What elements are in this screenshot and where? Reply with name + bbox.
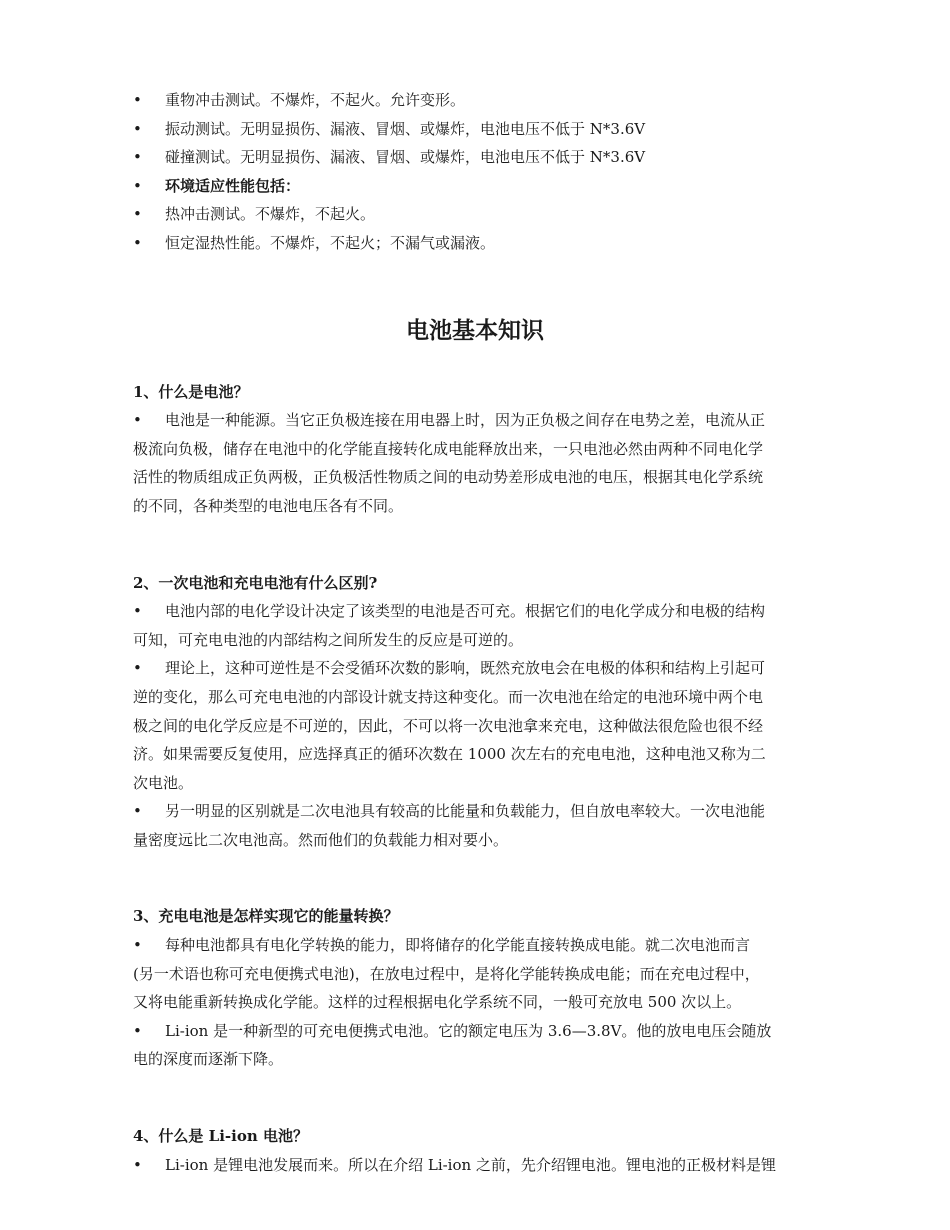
- bullet-symbol: •: [133, 659, 142, 678]
- bullet-symbol: •: [133, 148, 142, 167]
- bullet-paragraph: [133, 1151, 818, 1180]
- bullet-item: [133, 200, 818, 229]
- bullet-item: [133, 229, 818, 258]
- page-title: 电池基本知识: [406, 316, 544, 344]
- line-text: 活性的物质组成正负两极，正负极活性物质之间的电动势差形成电池的电压，根据其电化学系统: [133, 468, 764, 487]
- section-heading: 4、什么是 Li-ion 电池？: [133, 1127, 308, 1146]
- line-text: 极流向负极，储存在电池中的化学能直接转化成电能释放出来，一只电池必然由两种不同电化学: [133, 439, 764, 458]
- line-text: 逆的变化，那么可充电电池的内部设计就支持这种变化。而一次电池在给定的电池环境中两个电: [133, 687, 764, 706]
- paragraph-line: [133, 597, 818, 626]
- paragraph-line: [133, 797, 818, 826]
- bullet-symbol: •: [133, 91, 142, 109]
- line-text: 极之间的电化学反应是不可逆的，因此，不可以将一次电池拿来充电，这种做法很危险也很不经: [133, 716, 764, 735]
- paragraph-line: [133, 769, 818, 798]
- bullet-item: [133, 143, 818, 172]
- section-spacer: [133, 854, 818, 882]
- line-text: 理论上，这种可逆性是不会受循环次数的影响，既然充放电会在电极的体积和结构上引起可: [165, 659, 766, 678]
- bullet-paragraph: [133, 1017, 818, 1074]
- bullet-paragraph: [133, 654, 818, 797]
- bullet-symbol: •: [133, 1021, 142, 1040]
- line-text: 电池内部的电化学设计决定了该类型的电池是否可充。根据它们的电化学成分和电极的结构: [165, 602, 766, 621]
- line-text: 每种电池都具有电化学转换的能力，即将储存的化学能直接转换成电能。就二次电池而言: [165, 936, 751, 955]
- paragraph-line: [133, 463, 818, 492]
- line-text: 电的深度而逐渐下降。: [133, 1050, 284, 1069]
- bullet-symbol: •: [133, 411, 142, 430]
- bullet-symbol: •: [133, 119, 142, 138]
- section: [133, 902, 818, 1102]
- bullet-paragraph: [133, 597, 818, 654]
- bullet-text: 重物冲击测试。不爆炸，不起火。允许变形。: [165, 91, 466, 109]
- section: [133, 378, 818, 549]
- bullet-symbol: •: [133, 602, 142, 621]
- line-text: Li-ion 是一种新型的可充电便携式电池。它的额定电压为 3.6—3.8V。他的放电电压会随放: [165, 1021, 772, 1040]
- line-text: 可知，可充电电池的内部结构之间所发生的反应是可逆的。: [133, 630, 524, 649]
- paragraph-line: [133, 960, 818, 989]
- paragraph-line: [133, 683, 818, 712]
- section-spacer: [133, 521, 818, 549]
- bullet-item: [133, 115, 818, 144]
- line-text: 量密度远比二次电池高。然而他们的负载能力相对要小。: [133, 830, 509, 849]
- bullet-symbol: •: [133, 802, 142, 821]
- document-body: [133, 86, 818, 1179]
- bullet-text: 碰撞测试。无明显损伤、漏液、冒烟、或爆炸，电池电压不低于 N*3.6V: [165, 148, 646, 167]
- paragraph-line: [133, 988, 818, 1017]
- bullet-symbol: •: [133, 233, 142, 252]
- line-text: 济。如果需要反复使用，应选择真正的循环次数在 1000 次左右的充电电池，这种电池又称为二: [133, 745, 766, 764]
- bullet-item: [133, 86, 818, 115]
- bullet-item: [133, 172, 818, 201]
- section-spacer: [133, 1074, 818, 1102]
- line-text: 的不同，各种类型的电池电压各有不同。: [133, 496, 404, 515]
- line-text: 次电池。: [133, 773, 194, 792]
- paragraph-line: [133, 1017, 818, 1046]
- section-heading: 2、一次电池和充电电池有什么区别?: [133, 573, 378, 592]
- paragraph-line: [133, 931, 818, 960]
- paragraph-line: [133, 740, 818, 769]
- bullet-text: 振动测试。无明显损伤、漏液、冒烟、或爆炸，电池电压不低于 N*3.6V: [165, 119, 646, 138]
- intro-bullet-list: [133, 86, 818, 258]
- bullet-symbol: •: [133, 176, 142, 195]
- bullet-paragraph: [133, 797, 818, 854]
- section-heading: 1、什么是电池？: [133, 382, 249, 401]
- section: [133, 1122, 818, 1179]
- bullet-text: 热冲击测试。不爆炸，不起火。: [165, 205, 376, 224]
- paragraph-line: [133, 712, 818, 741]
- paragraph-line: [133, 1045, 818, 1074]
- line-text: Li-ion 是锂电池发展而来。所以在介绍 Li-ion 之前，先介绍锂电池。锂电池的正极材料是锂: [165, 1155, 776, 1174]
- section: [133, 569, 818, 883]
- paragraph-line: [133, 654, 818, 683]
- paragraph-line: [133, 435, 818, 464]
- paragraph-line: [133, 1151, 818, 1180]
- bullet-symbol: •: [133, 205, 142, 224]
- bullet-paragraph: [133, 406, 818, 520]
- line-text: 又将电能重新转换成化学能。这样的过程根据电化学系统不同，一般可充放电 500 次以上。: [133, 993, 742, 1012]
- bullet-text: 环境适应性能包括：: [165, 176, 301, 195]
- bullet-symbol: •: [133, 1155, 142, 1174]
- bullet-symbol: •: [133, 936, 142, 955]
- line-text: 另一明显的区别就是二次电池具有较高的比能量和负载能力，但自放电率较大。一次电池能: [165, 802, 766, 821]
- bullet-text: 恒定湿热性能。不爆炸，不起火；不漏气或漏液。: [165, 233, 496, 252]
- paragraph-line: [133, 826, 818, 855]
- bullet-paragraph: [133, 931, 818, 1017]
- paragraph-line: [133, 492, 818, 521]
- paragraph-line: [133, 406, 818, 435]
- line-text: (另一术语也称可充电便携式电池)，在放电过程中，是将化学能转换成电能；而在充电过程中，: [133, 964, 760, 983]
- section-heading: 3、充电电池是怎样实现它的能量转换？: [133, 907, 399, 926]
- line-text: 电池是一种能源。当它正负极连接在用电器上时，因为正负极之间存在电势之差，电流从正: [165, 411, 766, 430]
- paragraph-line: [133, 626, 818, 655]
